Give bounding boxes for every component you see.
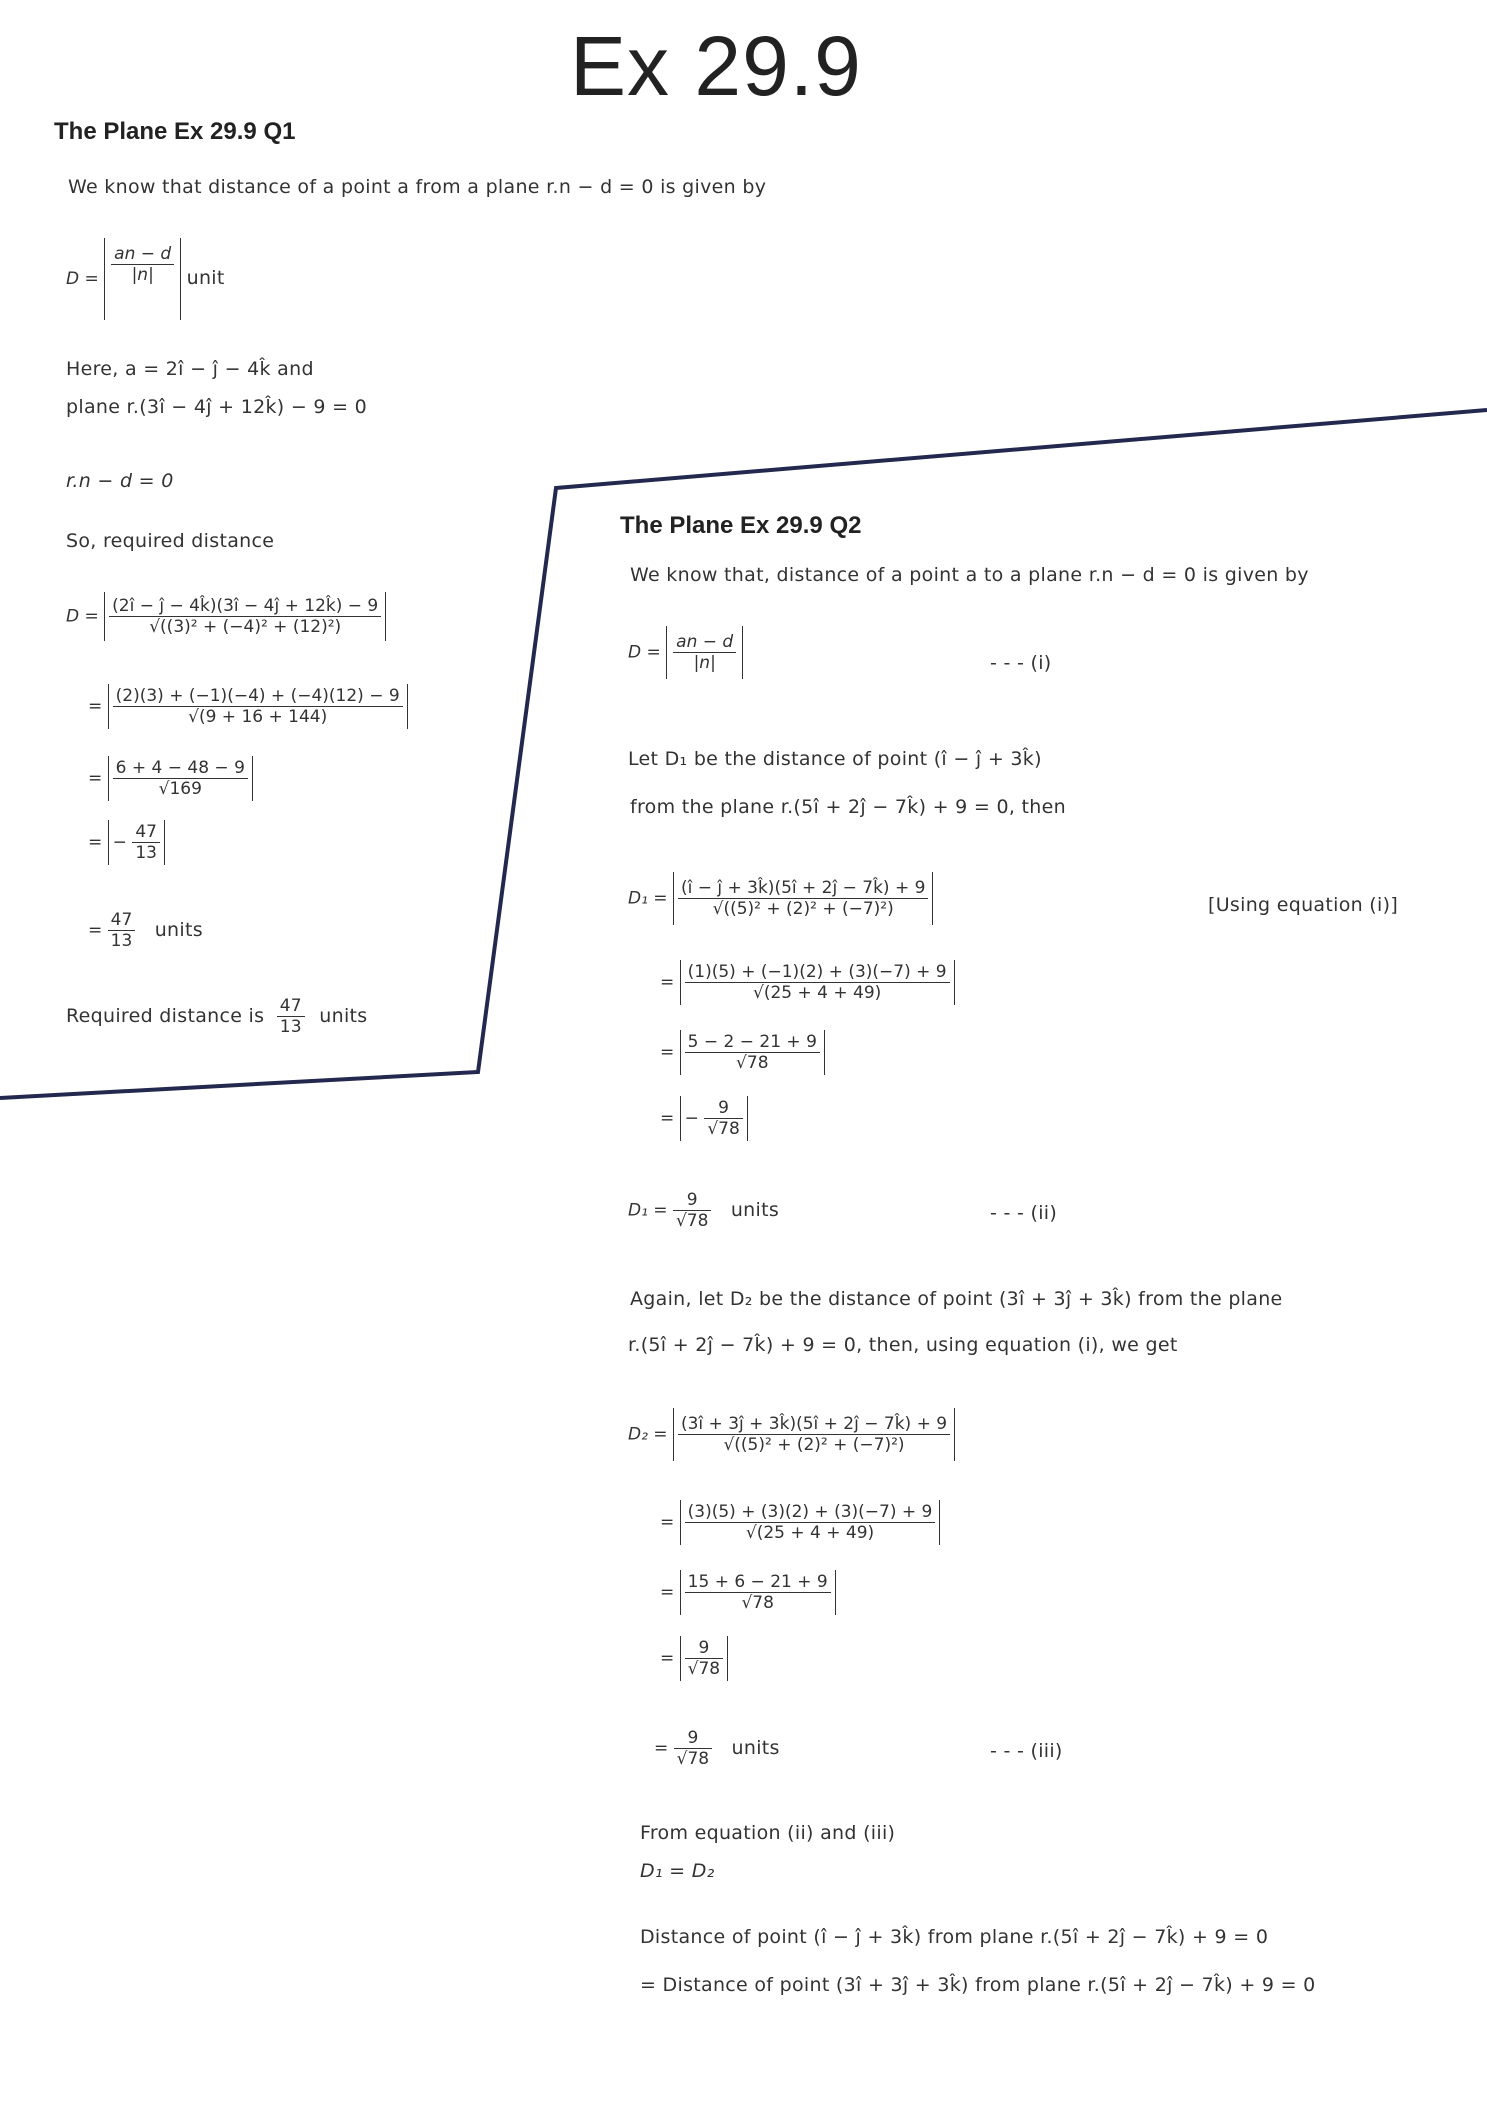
q2-d1-s4-sign: − xyxy=(684,1108,699,1129)
q2-using-eq: [Using equation (i)] xyxy=(1208,894,1399,916)
q1-step5 xyxy=(88,910,203,951)
q2-final2: = Distance of point (3î + 3ĵ + 3k̂) from plane r.(5î + 2ĵ − 7k̂) + 9 = 0 xyxy=(640,1974,1316,1996)
q2-tag-i: - - - (i) xyxy=(990,652,1052,674)
q1-formula-num: an − d xyxy=(111,244,174,265)
q1-formula-den: |n| xyxy=(131,265,154,285)
q1-formula-unit: unit xyxy=(186,267,225,289)
q2-let-d1: Let D₁ be the distance of point (î − ĵ + 3k̂) xyxy=(628,748,1042,770)
q2-d2-s2-den: √(25 + 4 + 49) xyxy=(745,1523,875,1543)
q2-d2-s3-eq: = xyxy=(660,1582,675,1603)
q1-step4-eq: = xyxy=(88,832,103,853)
q2-from-plane1: from the plane r.(5î + 2ĵ − 7k̂) + 9 = 0, then xyxy=(630,796,1066,818)
q1-step5-den: 13 xyxy=(110,931,133,951)
q2-d1-step2 xyxy=(660,960,955,1005)
q2-intro: We know that, distance of a point a to a plane r.n − d = 0 is given by xyxy=(630,564,1309,586)
q2-d2-lhs: D₂ = xyxy=(628,1424,668,1445)
q2-d1-lhs: D₁ = xyxy=(628,888,668,909)
q2-d1-step1 xyxy=(628,872,933,925)
q2-d1-res-num: 9 xyxy=(673,1190,711,1211)
q2-from-eq: From equation (ii) and (iii) xyxy=(640,1822,896,1844)
q1-formula-lhs: D = xyxy=(66,269,99,289)
q2-d1-step3 xyxy=(660,1030,825,1075)
q1-step3-num: 6 + 4 − 48 − 9 xyxy=(113,758,248,779)
q1-step4-den: 13 xyxy=(135,843,157,863)
q2-d1-s4-num: 9 xyxy=(704,1098,742,1119)
q1-step2-eq: = xyxy=(88,696,103,717)
q1-step2-den: √(9 + 16 + 144) xyxy=(188,707,328,727)
q2-d1-s2-eq: = xyxy=(660,972,675,993)
q1-answer-den: 13 xyxy=(279,1017,302,1037)
q2-d2-s3-den: √78 xyxy=(741,1593,774,1613)
q2-d2-step1 xyxy=(628,1408,955,1461)
q2-final1: Distance of point (î − ĵ + 3k̂) from plane r.(5î + 2ĵ − 7k̂) + 9 = 0 xyxy=(640,1926,1269,1948)
q2-d1-s2-num: (1)(5) + (−1)(2) + (3)(−7) + 9 xyxy=(685,962,950,983)
q1-plane-line: plane r.(3î − 4ĵ + 12k̂) − 9 = 0 xyxy=(66,396,368,418)
q1-formula xyxy=(66,238,225,320)
q1-answer xyxy=(66,996,367,1037)
q2-d1-s1-den: √((5)² + (2)² + (−7)²) xyxy=(712,899,894,919)
q2-d2-res-eq: = xyxy=(654,1738,669,1759)
q2-again-line2: r.(5î + 2ĵ − 7k̂) + 9 = 0, then, using equation (i), we get xyxy=(628,1334,1178,1356)
q1-heading: The Plane Ex 29.9 Q1 xyxy=(54,118,296,145)
q1-step2 xyxy=(88,684,408,729)
q2-formula-num: an − d xyxy=(673,632,736,653)
q2-d2-s4-den: √78 xyxy=(687,1659,721,1679)
q1-step1 xyxy=(66,592,386,641)
q2-d1-s4-den: √78 xyxy=(707,1119,740,1139)
q2-d2-result xyxy=(654,1728,780,1769)
q2-d1-s1-num: (î − ĵ + 3k̂)(5î + 2ĵ − 7k̂) + 9 xyxy=(678,878,928,899)
q2-d1-s4-eq: = xyxy=(660,1108,675,1129)
q1-step2-num: (2)(3) + (−1)(−4) + (−4)(12) − 9 xyxy=(113,686,403,707)
q2-d2-s1-num: (3î + 3ĵ + 3k̂)(5î + 2ĵ − 7k̂) + 9 xyxy=(678,1414,950,1435)
q2-d1-s3-den: √78 xyxy=(736,1053,769,1073)
q2-again-line: Again, let D₂ be the distance of point (3î + 3ĵ + 3k̂) from the plane xyxy=(630,1288,1283,1310)
q2-d1-step4 xyxy=(660,1096,748,1141)
q1-step3-den: √169 xyxy=(158,779,202,799)
q2-d2-s1-den: √((5)² + (2)² + (−7)²) xyxy=(723,1435,905,1455)
q1-step3 xyxy=(88,756,253,801)
q2-formula xyxy=(628,626,743,679)
q1-step5-num: 47 xyxy=(108,910,136,931)
q1-step5-eq: = xyxy=(88,920,103,941)
page-title: Ex 29.9 xyxy=(570,19,862,113)
q2-d1-s3-eq: = xyxy=(660,1042,675,1063)
q1-step3-eq: = xyxy=(88,768,103,789)
q1-step5-unit: units xyxy=(154,918,203,941)
q1-answer-num: 47 xyxy=(277,996,305,1017)
q2-d1-s2-den: √(25 + 4 + 49) xyxy=(752,983,882,1003)
q2-d2-s2-num: (3)(5) + (3)(2) + (3)(−7) + 9 xyxy=(685,1502,936,1523)
q2-d1-res-unit: units xyxy=(730,1198,780,1221)
q1-answer-prefix: Required distance is xyxy=(66,1005,265,1027)
q1-step4-sign: − xyxy=(112,832,127,853)
q2-d2-s2-eq: = xyxy=(660,1512,675,1533)
q2-d2-res-den: √78 xyxy=(676,1749,710,1769)
q2-d1-result xyxy=(628,1190,779,1231)
q1-rn-line: r.n − d = 0 xyxy=(66,470,174,492)
q2-formula-lhs: D = xyxy=(628,642,661,663)
q1-step1-lhs: D = xyxy=(66,606,99,627)
q1-step1-num: (2î − ĵ − 4k̂)(3î − 4ĵ + 12k̂) − 9 xyxy=(109,596,381,617)
q1-step1-den: √((3)² + (−4)² + (12)²) xyxy=(149,617,342,637)
q2-d2-s3-num: 15 + 6 − 21 + 9 xyxy=(685,1572,831,1593)
q2-heading: The Plane Ex 29.9 Q2 xyxy=(620,512,862,539)
q2-tag-iii: - - - (iii) xyxy=(990,1740,1063,1762)
q1-here-line: Here, a = 2î − ĵ − 4k̂ and xyxy=(66,358,314,380)
q2-d1-res-den: √78 xyxy=(675,1211,709,1231)
q2-d1-s3-num: 5 − 2 − 21 + 9 xyxy=(685,1032,820,1053)
q2-tag-ii: - - - (ii) xyxy=(990,1202,1058,1224)
q1-intro: We know that distance of a point a from a plane r.n − d = 0 is given by xyxy=(68,176,767,198)
q1-step4-num: 47 xyxy=(132,822,160,843)
q2-d1-eq-d2: D₁ = D₂ xyxy=(640,1860,715,1882)
q2-d2-res-num: 9 xyxy=(674,1728,712,1749)
q2-d2-step3 xyxy=(660,1570,836,1615)
q1-answer-unit: units xyxy=(319,1005,368,1027)
q2-d2-s4-num: 9 xyxy=(685,1638,723,1659)
q2-formula-den: |n| xyxy=(693,653,716,673)
q2-d2-step2 xyxy=(660,1500,940,1545)
q1-so-required: So, required distance xyxy=(66,530,275,552)
q2-d1-res-lhs: D₁ = xyxy=(628,1200,668,1221)
q2-d2-s4-eq: = xyxy=(660,1648,675,1669)
q1-step4 xyxy=(88,820,165,865)
q2-d2-step4 xyxy=(660,1636,728,1681)
q2-d2-res-unit: units xyxy=(731,1736,780,1759)
